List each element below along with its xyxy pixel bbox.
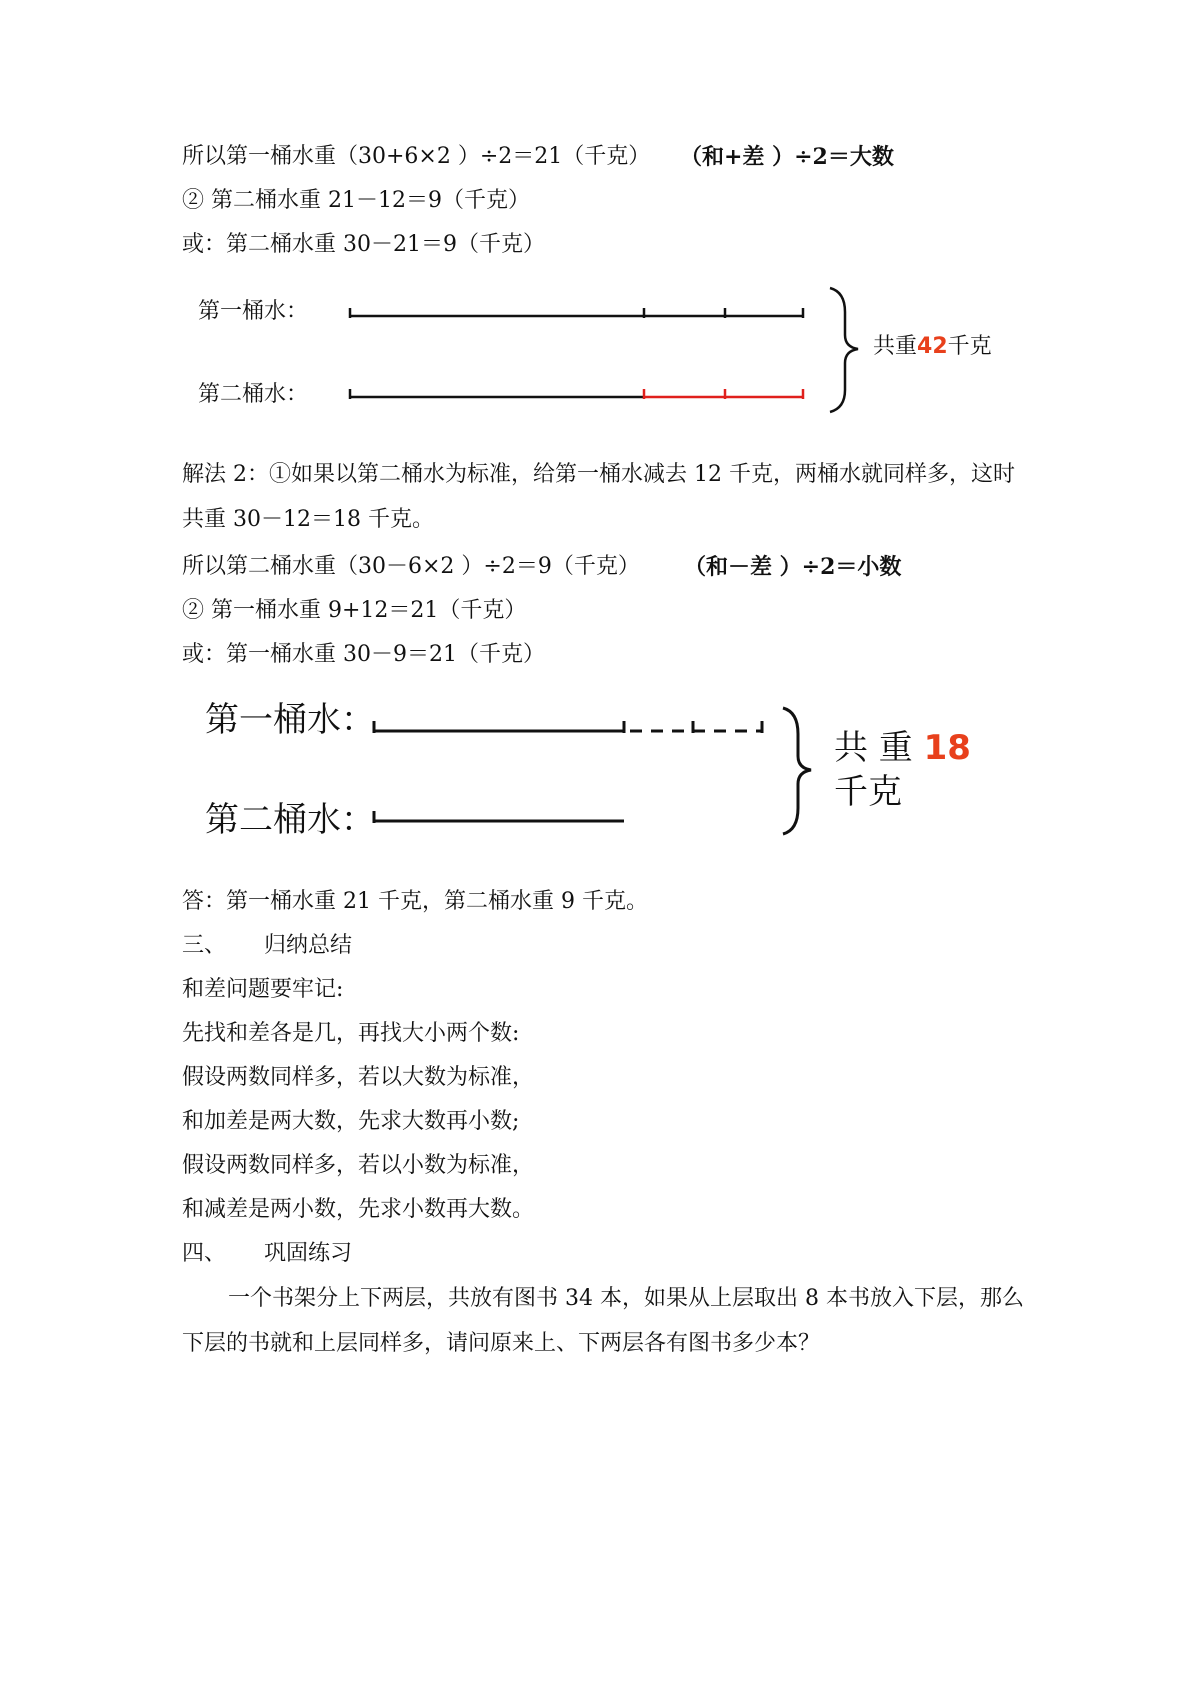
section-3-title: 归纳总结: [264, 933, 353, 958]
section-3-number: 三、: [182, 933, 227, 958]
second-bucket-label: 第二桶水：: [205, 800, 375, 840]
text-line: 或：第一桶水重 30－9＝21（千克）: [182, 642, 545, 667]
rhyme-line: 假设两数同样多，若以小数为标准，: [182, 1153, 535, 1178]
second-bucket-label: 第二桶水：: [198, 382, 309, 407]
method-2-paragraph: 解法 2：①如果以第二桶水为标准，给第一桶水减去 12 千克，两桶水就同样多，这时共重 30－12＝18 千克。: [182, 462, 1015, 532]
total-weight-label: 共重42千克: [873, 334, 992, 359]
exercise-paragraph: 一个书架分上下两层，共放有图书 34 本，如果从上层取出 8 本书放入下层，那么下层的书就和上层同样多，请问原来上、下两层各有图书多少本？: [182, 1286, 1024, 1356]
text-line: ② 第二桶水重 21－12＝9（千克）: [182, 188, 530, 213]
answer-line: 答：第一桶水重 21 千克，第二桶水重 9 千克。: [182, 889, 648, 914]
first-bucket-label: 第一桶水：: [198, 299, 309, 324]
rhyme-line: 和加差是两大数，先求大数再小数;: [182, 1109, 520, 1134]
section-4-number: 四、: [182, 1241, 227, 1266]
text-line: ② 第一桶水重 9+12＝21（千克）: [182, 598, 527, 623]
text-line: 或：第二桶水重 30－21＝9（千克）: [182, 232, 545, 257]
text-line: 所以第一桶水重（30+6×2 ）÷2＝21（千克）: [182, 144, 651, 169]
rhyme-line: 和减差是两小数，先求小数再大数。: [182, 1197, 535, 1222]
section-4-title: 巩固练习: [264, 1241, 353, 1266]
rhyme-line: 假设两数同样多，若以大数为标准，: [182, 1065, 535, 1090]
rhyme-title: 和差问题要牢记:: [182, 977, 344, 1002]
rhyme-line: 先找和差各是几，再找大小两个数:: [182, 1021, 520, 1046]
formula-big-number: （和+差 ）÷2＝大数: [680, 144, 894, 170]
total-weight-label: 共 重 18 千克: [834, 728, 971, 812]
text-line: 所以第二桶水重（30－6×2 ）÷2＝9（千克）: [182, 554, 640, 579]
formula-small-number: （和－差 ）÷2＝小数: [684, 554, 902, 580]
first-bucket-label: 第一桶水：: [205, 700, 375, 740]
